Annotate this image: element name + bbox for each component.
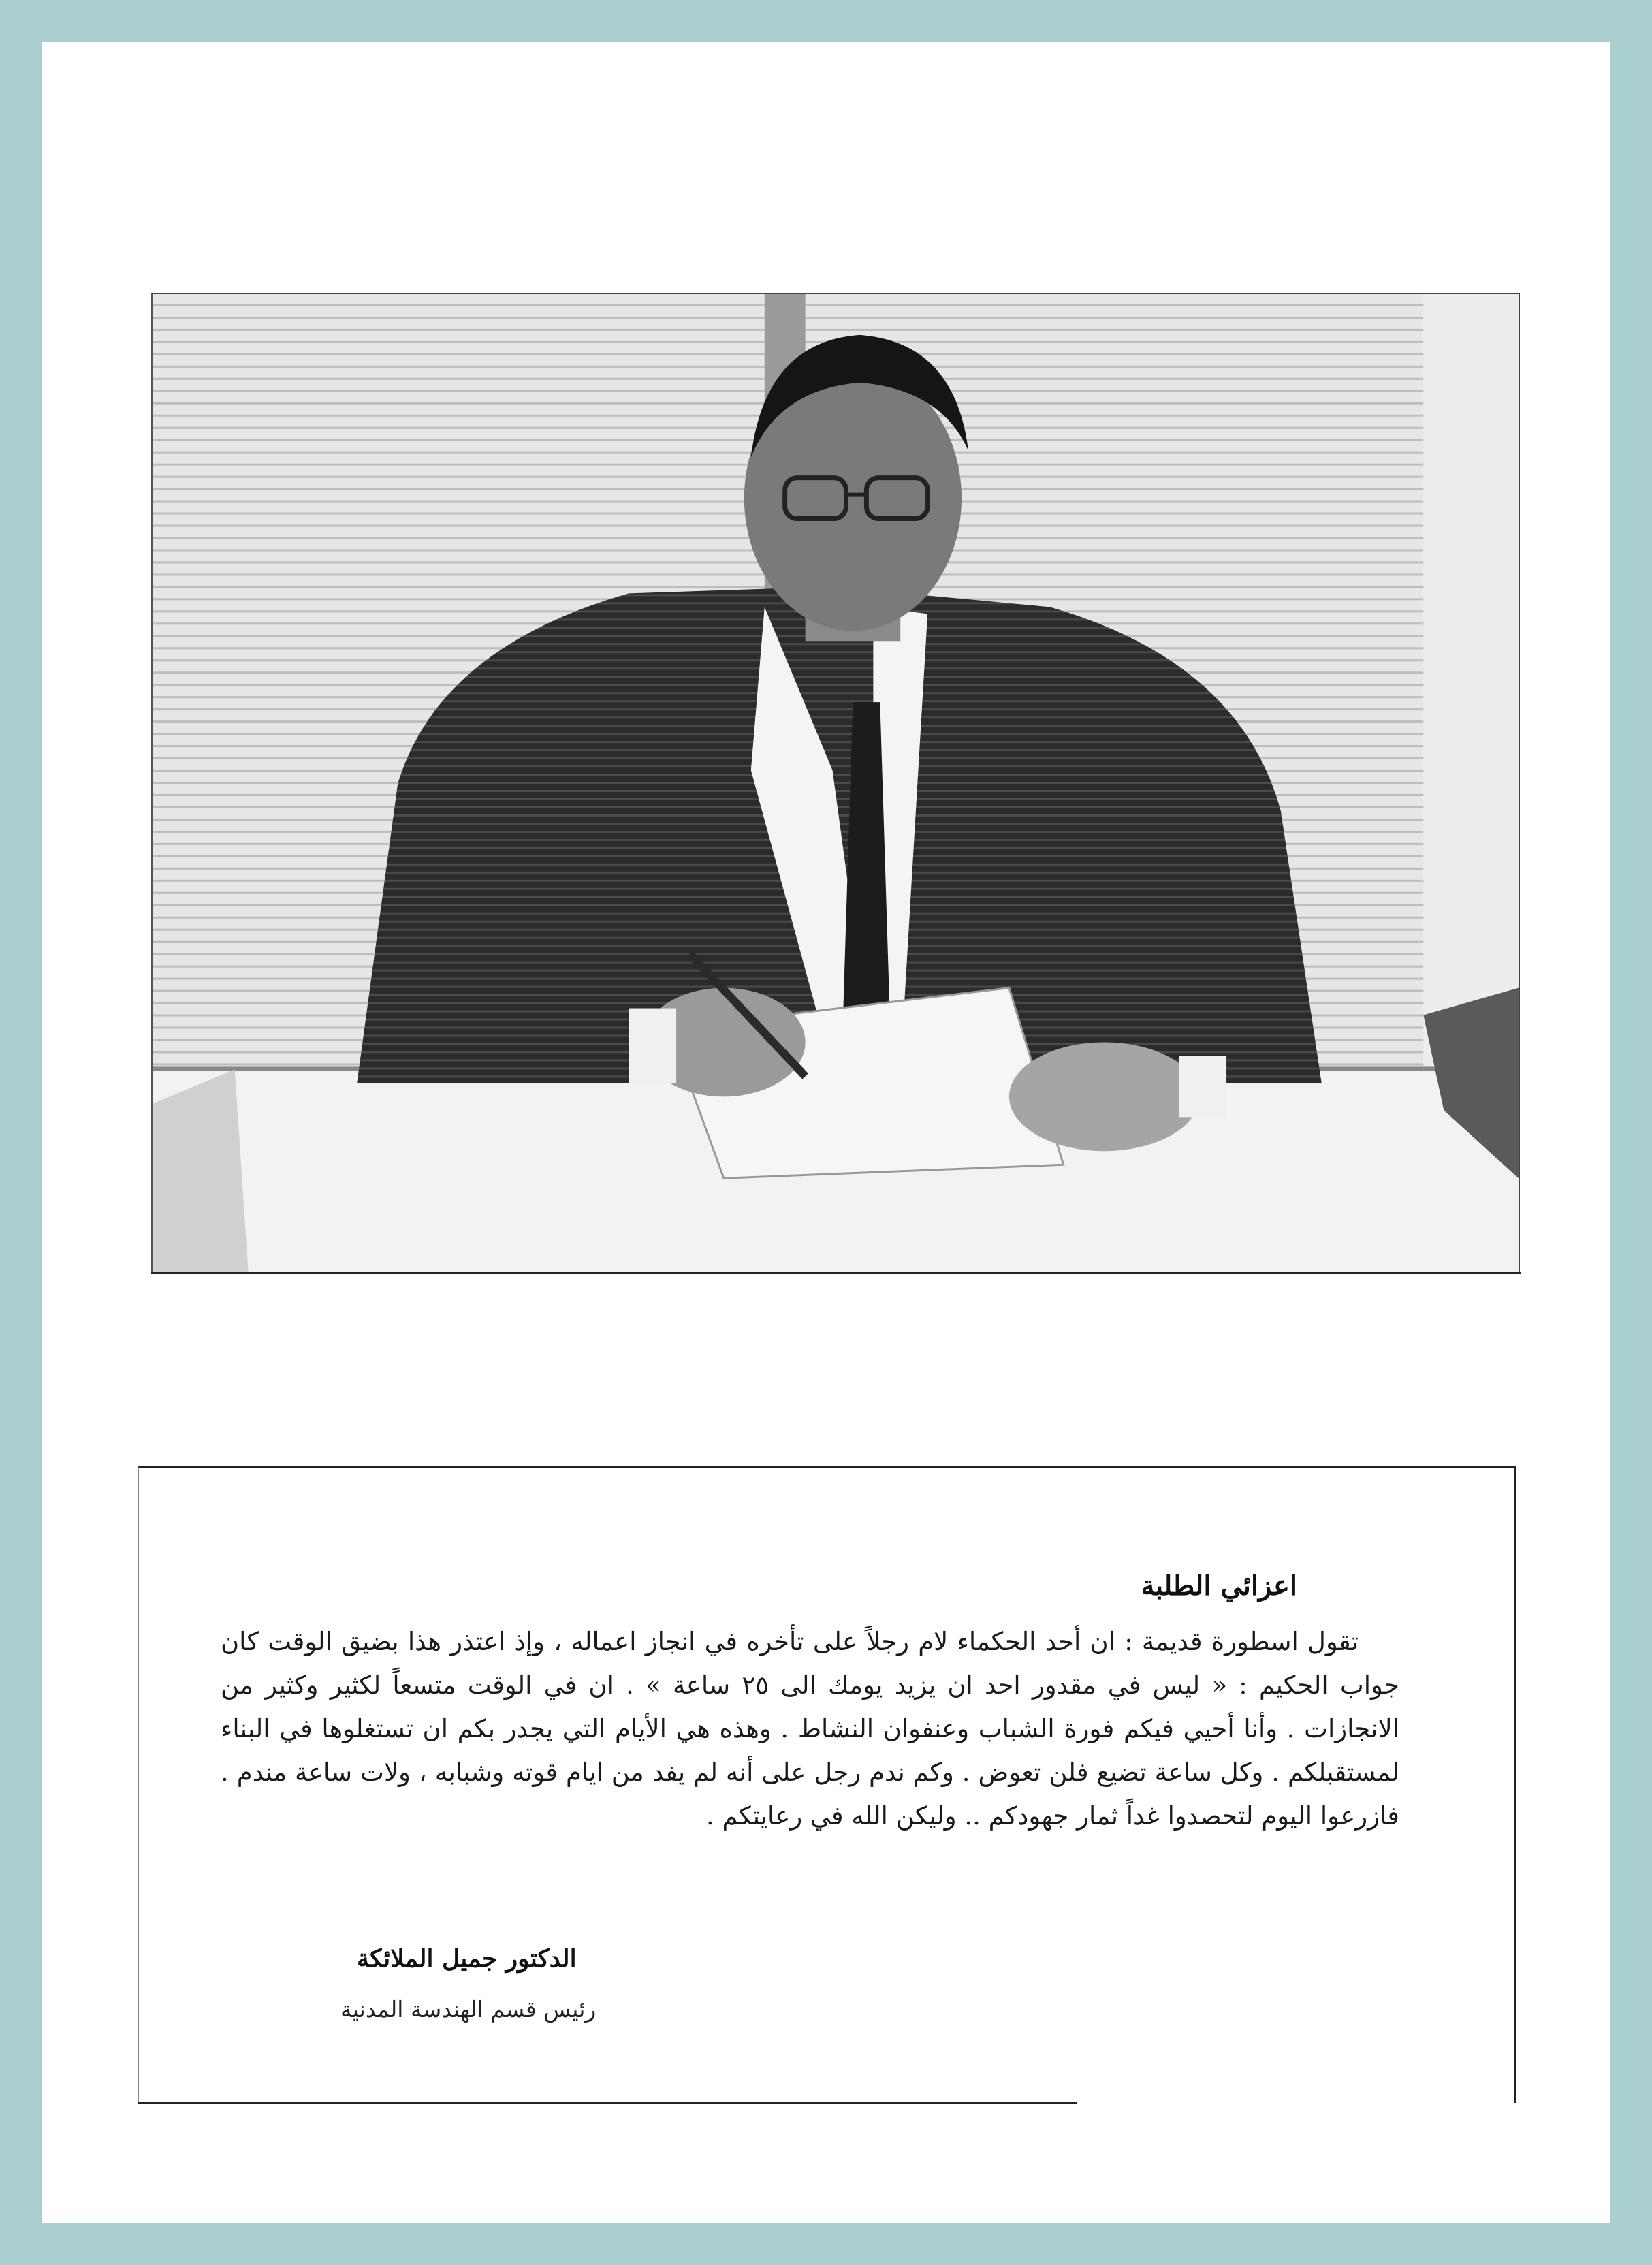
portrait-photo	[151, 293, 1520, 1272]
signature-name: الدكتور جميل الملائكة	[357, 1944, 577, 1973]
photo-bottom-rule	[151, 1272, 1521, 1274]
letter-paragraph: تقول اسطورة قديمة : ان أحد الحكماء لام رجلاً على تأخره في انجاز اعماله ، وإذ اعتذر هذا بضيق الوقت كان جواب الحكيم : « ليس في مقدور احد ان يزيد يومك الى ٢٥ ساعة » . ان في الوقت متسعاً لكثير وكثير من الانجازات . وأنا أحيي فيكم فورة الشباب وعنفوان النشاط . وهذه هي الأيام التي يجدر بكم ان تستغلوها في البناء لمستقبلكم . وكل ساعة تضيع فلن تعوض . وكم ندم رجل على أنه لم يفد من ايام قوته وشبابه ، ولات ساعة مندم . فازرعوا اليوم لتحصدوا غداً ثمار جهودكم .. وليكن الله في رعايتكم .	[221, 1627, 1399, 1831]
letter-bottom-rule	[138, 2102, 1077, 2104]
letter-heading: اعزائي الطلبة	[1141, 1570, 1297, 1602]
signature-title: رئيس قسم الهندسة المدنية	[340, 1996, 597, 2023]
document-page	[42, 42, 1610, 2223]
portrait-image	[153, 294, 1519, 1272]
letter-body	[221, 1620, 1399, 1838]
letter-box	[138, 1466, 1516, 2103]
